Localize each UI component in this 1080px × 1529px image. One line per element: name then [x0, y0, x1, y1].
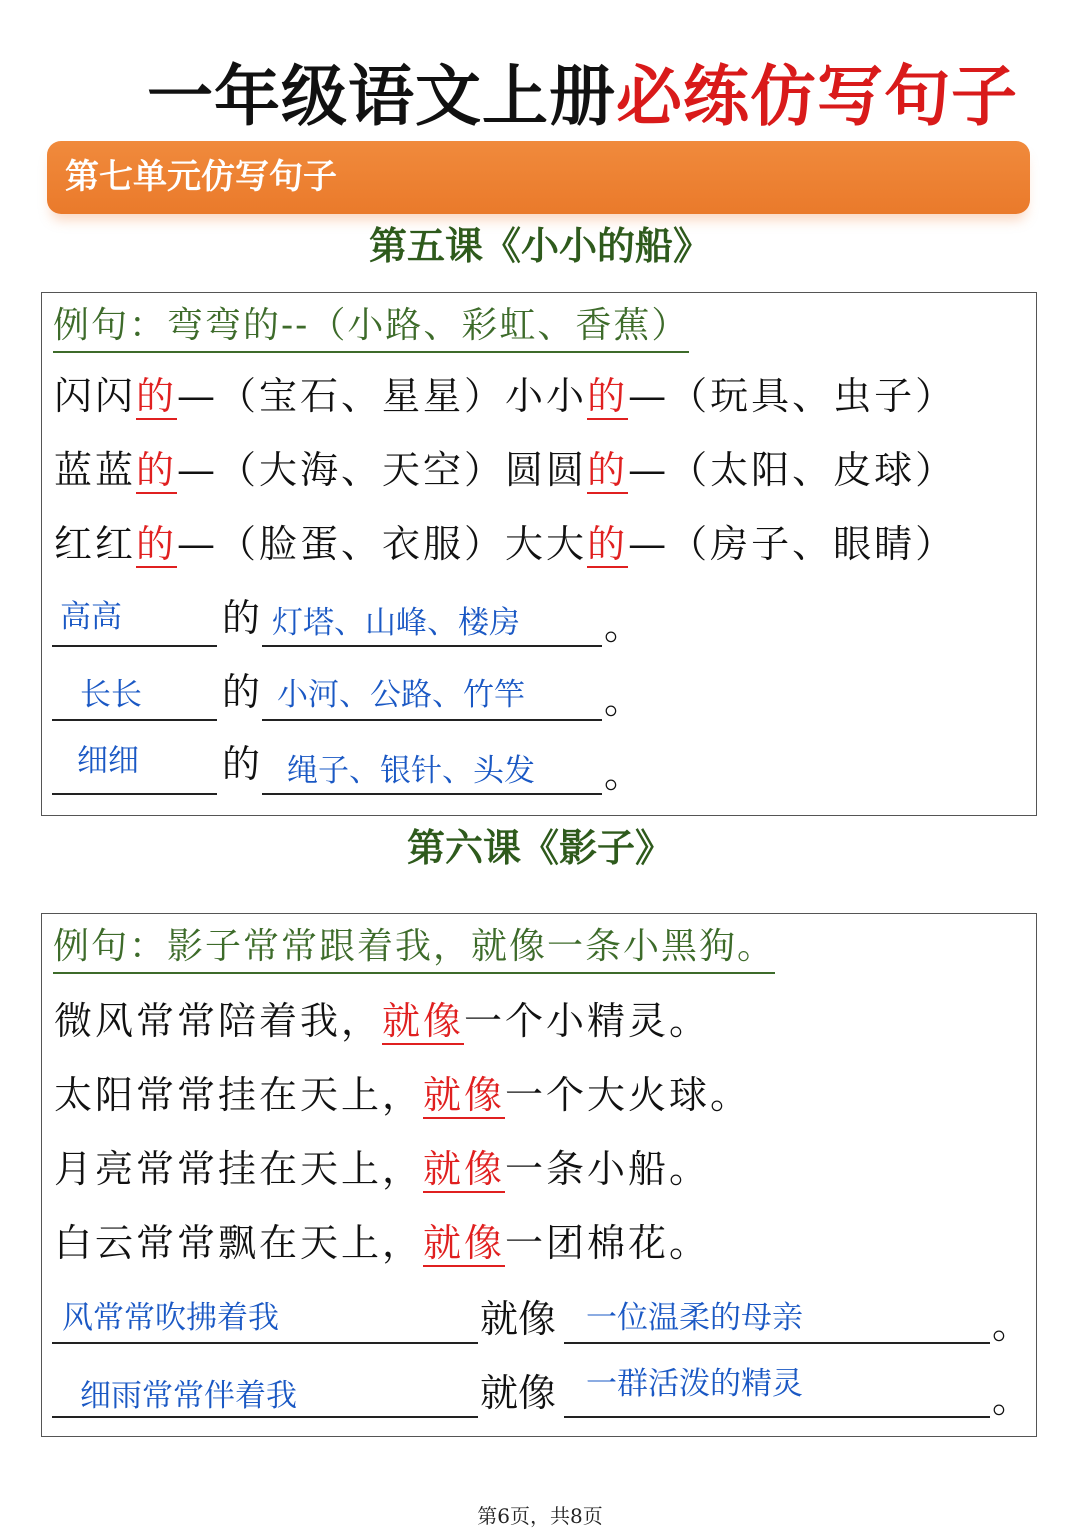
fill-answer: 一群活泼的精灵 [586, 1366, 803, 1402]
lesson6-example: 例句：影子常常跟着我，就像一条小黑狗。 [53, 922, 775, 974]
row-examples: —（房子、眼睛） [628, 522, 957, 566]
fill-answer: 一位温柔的母亲 [586, 1300, 803, 1336]
de-highlight: 的 [136, 448, 178, 492]
fill-answer: 细细 [77, 743, 139, 779]
fill-static: 的 [222, 742, 261, 786]
de-highlight: 的 [587, 374, 629, 418]
lesson6-row-3 [54, 1142, 710, 1196]
row-post: 一条小船。 [505, 1147, 711, 1191]
page-title [0, 52, 1080, 142]
fill-static: 就像 [480, 1297, 557, 1341]
row-word: 红红 [54, 522, 137, 566]
fill-end: 。 [604, 752, 643, 796]
row-pre: 微风常常陪着我， [54, 999, 383, 1043]
fill-answer: 绳子、银针、头发 [287, 753, 535, 789]
fill-end: 。 [992, 1303, 1031, 1347]
lesson6-title: 第六课《影子》 [406, 826, 673, 870]
fill-answer: 高高 [60, 599, 122, 635]
fill-end: 。 [604, 604, 643, 648]
jiuxiang-highlight: 就像 [423, 1073, 506, 1117]
fill-answer: 细雨常常伴着我 [80, 1378, 297, 1414]
row-pre: 月亮常常挂在天上， [54, 1147, 424, 1191]
fill-static: 的 [222, 670, 261, 714]
row-word: 小小 [505, 374, 588, 418]
row-word: 蓝蓝 [54, 448, 137, 492]
row-pre: 白云常常飘在天上， [54, 1221, 424, 1265]
de-highlight: 的 [136, 522, 178, 566]
unit-banner-text: 第七单元仿写句子 [65, 157, 337, 197]
jiuxiang-highlight: 就像 [423, 1147, 506, 1191]
row-examples: —（太阳、皮球） [628, 448, 957, 492]
lesson5-fill-2 [52, 661, 1022, 721]
fill-answer: 灯塔、山峰、楼房 [272, 605, 520, 641]
lesson6-box [41, 913, 1037, 1437]
page-footer: 第6页，共8页 [477, 1504, 603, 1528]
jiuxiang-highlight: 就像 [382, 999, 465, 1043]
lesson6-row-4 [54, 1216, 710, 1270]
lesson5-example: 例句：弯弯的--（小路、彩虹、香蕉） [53, 301, 689, 353]
row-examples: —（玩具、虫子） [628, 374, 957, 418]
row-pre: 太阳常常挂在天上， [54, 1073, 424, 1117]
row-examples: —（大海、天空） [177, 448, 506, 492]
page-title-part2: 必练仿写句子 [616, 58, 1018, 135]
de-highlight: 的 [587, 522, 629, 566]
lesson5-row-1 [54, 369, 956, 423]
lesson5-row-2 [54, 443, 956, 497]
fill-end: 。 [992, 1377, 1031, 1421]
row-post: 一个大火球。 [505, 1073, 752, 1117]
lesson6-row-1 [54, 994, 710, 1048]
fill-static: 就像 [480, 1371, 557, 1415]
row-word: 闪闪 [54, 374, 137, 418]
fill-answer: 小河、公路、竹竿 [277, 677, 525, 713]
lesson5-fill-3 [52, 735, 1022, 795]
lesson5-box [41, 292, 1037, 816]
lesson6-fill-1 [52, 1284, 1031, 1347]
row-word: 大大 [505, 522, 588, 566]
fill-answer: 长长 [80, 677, 142, 713]
fill-static: 的 [222, 596, 261, 640]
de-highlight: 的 [136, 374, 178, 418]
lesson6-row-2 [54, 1068, 751, 1122]
row-post: 一个小精灵。 [464, 999, 711, 1043]
lesson6-fill-2 [52, 1358, 1031, 1421]
fill-end: 。 [604, 678, 643, 722]
row-examples: —（脸蛋、衣服） [177, 522, 506, 566]
de-highlight: 的 [587, 448, 629, 492]
row-post: 一团棉花。 [505, 1221, 711, 1265]
lesson5-title: 第五课《小小的船》 [368, 224, 711, 268]
jiuxiang-highlight: 就像 [423, 1221, 506, 1265]
page-title-part1: 一年级语文上册 [147, 58, 616, 135]
row-word: 圆圆 [505, 448, 588, 492]
lesson5-row-3 [54, 517, 956, 571]
lesson5-fill-1 [52, 587, 1022, 647]
row-examples: —（宝石、星星） [177, 374, 506, 418]
fill-answer: 风常常吹拂着我 [62, 1300, 279, 1336]
unit-banner [47, 141, 1030, 214]
